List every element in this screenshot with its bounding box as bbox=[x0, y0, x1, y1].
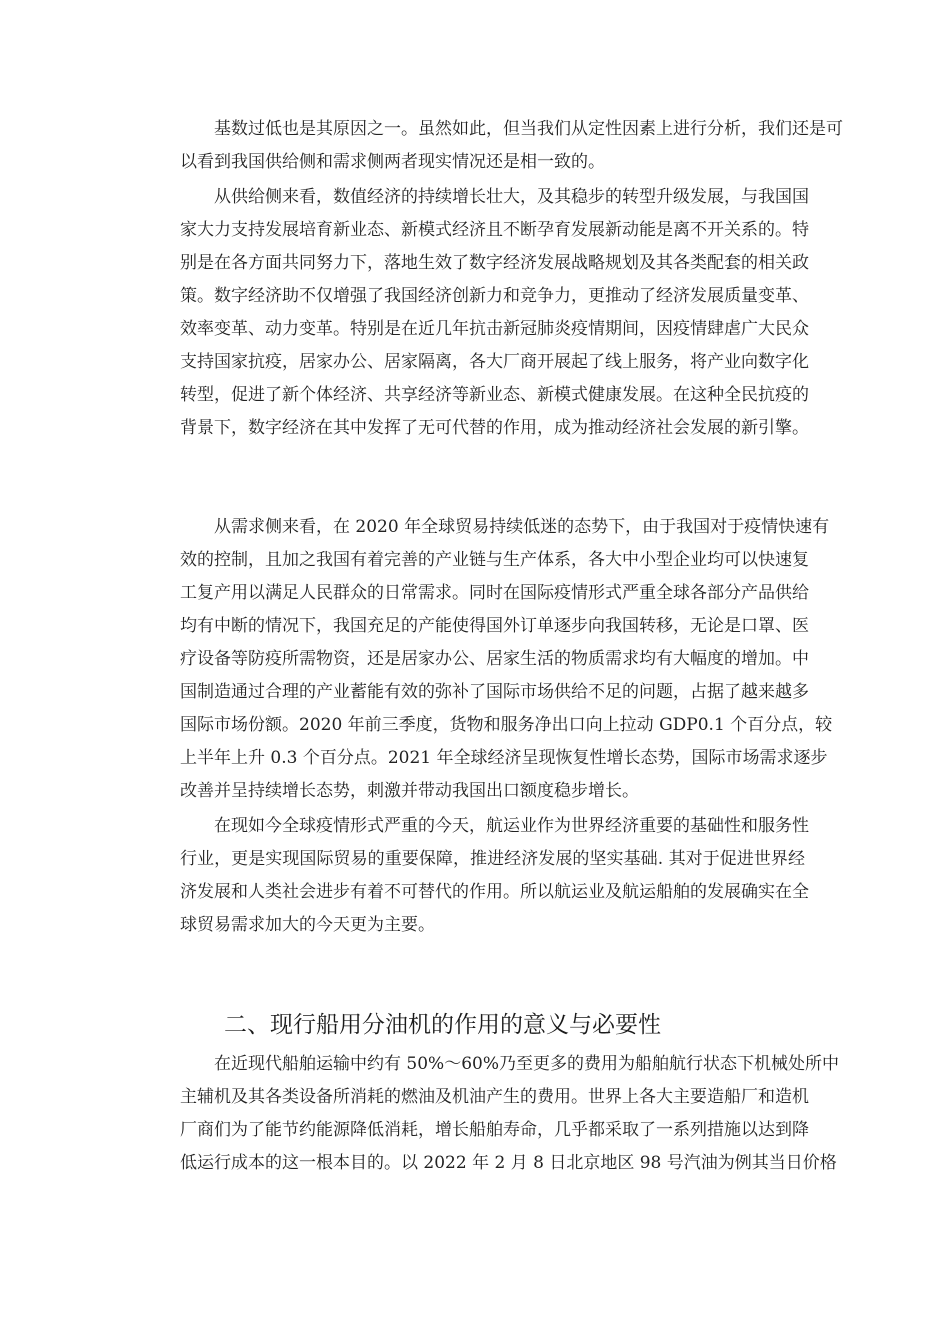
text-line: 主辅机及其各类设备所消耗的燃油及机油产生的费用。世界上各大主要造船厂和造机 bbox=[180, 1087, 809, 1107]
text-line: 国际市场份额。2020 年前三季度，货物和服务净出口向上拉动 GDP0.1 个百分点，较 bbox=[180, 715, 833, 735]
text-line: 工复产用以满足人民群众的日常需求。同时在国际疫情形式严重全球各部分产品供给 bbox=[180, 583, 809, 603]
text-line: 疗设备等防疫所需物资，还是居家办公、居家生活的物质需求均有大幅度的增加。中 bbox=[180, 649, 809, 669]
text-line: 上半年上升 0.3 个百分点。2021 年全球经济呈现恢复性增长态势，国际市场需求逐步 bbox=[180, 748, 828, 768]
text-line: 别是在各方面共同努力下，落地生效了数字经济发展战略规划及其各类配套的相关政 bbox=[180, 253, 809, 273]
text-line: 支持国家抗疫，居家办公、居家隔离，各大厂商开展起了线上服务，将产业向数字化 bbox=[180, 352, 809, 372]
text-line: 从供给侧来看，数值经济的持续增长壮大，及其稳步的转型升级发展，与我国国 bbox=[214, 187, 809, 207]
text-line: 济发展和人类社会进步有着不可替代的作用。所以航运业及航运船舶的发展确实在全 bbox=[180, 882, 809, 902]
text-line: 在现如今全球疫情形式严重的今天，航运业作为世界经济重要的基础性和服务性 bbox=[214, 816, 809, 836]
text-line: 效的控制，且加之我国有着完善的产业链与生产体系，各大中小型企业均可以快速复 bbox=[180, 550, 809, 570]
text-line: 球贸易需求加大的今天更为主要。 bbox=[180, 915, 435, 935]
text-line: 家大力支持发展培育新业态、新模式经济且不断孕育发展新动能是离不开关系的。特 bbox=[180, 220, 809, 240]
text-line: 低运行成本的这一根本目的。以 2022 年 2 月 8 日北京地区 98 号汽油为例其当日价格 bbox=[180, 1153, 837, 1173]
text-line: 国制造通过合理的产业蓄能有效的弥补了国际市场供给不足的问题，占据了越来越多 bbox=[180, 682, 809, 702]
text-line: 以看到我国供给侧和需求侧两者现实情况还是相一致的。 bbox=[180, 152, 605, 172]
text-line: 厂商们为了能节约能源降低消耗，增长船舶寿命，几乎都采取了一系列措施以达到降 bbox=[180, 1120, 809, 1140]
text-line: 策。数字经济助不仅增强了我国经济创新力和竞争力，更推动了经济发展质量变革、 bbox=[180, 286, 809, 306]
text-line: 改善并呈持续增长态势，刺激并带动我国出口额度稳步增长。 bbox=[180, 781, 639, 801]
text-line: 效率变革、动力变革。特别是在近几年抗击新冠肺炎疫情期间，因疫情肆虐广大民众 bbox=[180, 319, 809, 339]
text-line: 均有中断的情况下，我国充足的产能使得国外订单逐步向我国转移，无论是口罩、医 bbox=[180, 616, 809, 636]
text-line: 背景下，数字经济在其中发挥了无可代替的作用，成为推动经济社会发展的新引擎。 bbox=[180, 418, 809, 438]
text-line: 转型，促进了新个体经济、共享经济等新业态、新模式健康发展。在这种全民抗疫的 bbox=[180, 385, 809, 405]
section-heading: 二、现行船用分油机的作用的意义与必要性 bbox=[224, 1012, 661, 1038]
text-line: 从需求侧来看，在 2020 年全球贸易持续低迷的态势下，由于我国对于疫情快速有 bbox=[214, 517, 830, 537]
text-line: 在近现代船舶运输中约有 50%～60%乃至更多的费用为船舶航行状态下机械处所中 bbox=[214, 1054, 839, 1074]
text-line: 基数过低也是其原因之一。虽然如此，但当我们从定性因素上进行分析，我们还是可 bbox=[214, 119, 843, 139]
text-line: 行业，更是实现国际贸易的重要保障，推进经济发展的坚实基础. 其对于促进世界经 bbox=[180, 849, 805, 869]
